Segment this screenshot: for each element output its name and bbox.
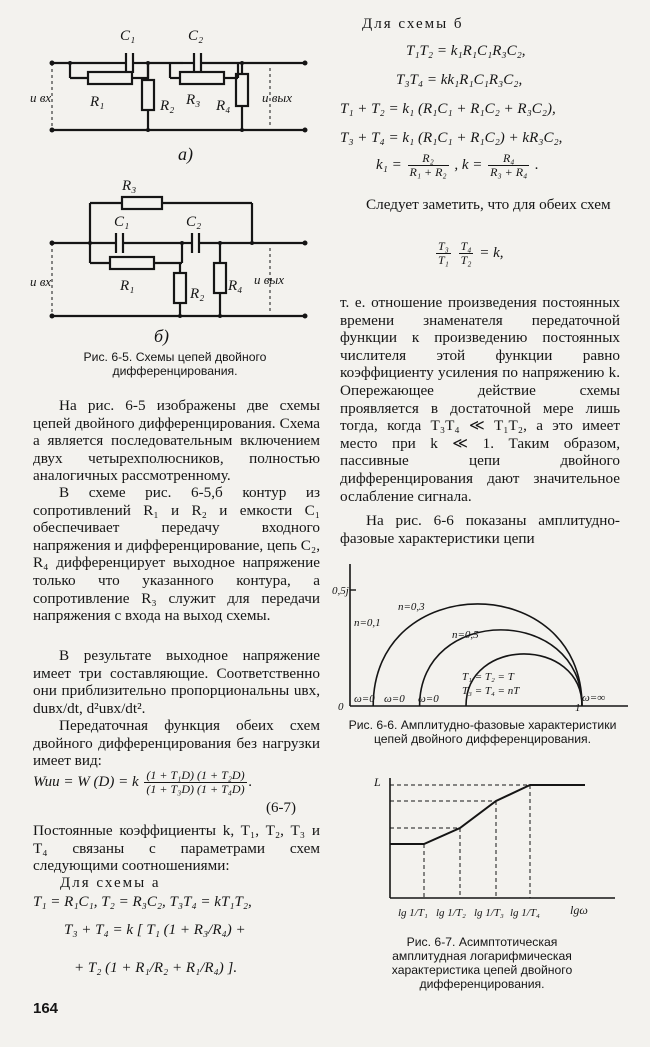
fig67-tick-label-2: lg 1/T₂	[436, 907, 466, 919]
fig66-origin: 0	[338, 701, 344, 712]
paragraph-4: Передаточная функция обеих схем двойного дифференцирования без нагрузки имеет вид:	[33, 717, 320, 770]
eq-b2: T₃T₄ = kk₁R₁C₁R₃C₂,	[396, 72, 523, 88]
eq-b1: T₁T₂ = k₁R₁C₁R₃C₂,	[406, 43, 526, 59]
label-r3: R₃	[186, 92, 201, 108]
fig67-tick-label-1: lg 1/T₁	[398, 907, 428, 919]
label-r4: R₄	[216, 98, 231, 114]
paragraph-8: На рис. 6-6 показаны амплитудно-фазовые характеристики цепи	[340, 512, 620, 547]
label-r1-b: R₁	[120, 278, 135, 294]
fig66-note1: T₁ = T₂ = T	[462, 671, 514, 683]
fig66-label-n03: n=0,3	[398, 601, 425, 613]
eq67-left: Wuu = W (D) = k	[33, 773, 139, 790]
paragraph-5: Постоянные коэффициенты k, T₁, T₂, T₃ и T₄ связаны с параметрами схем следующими соотношениями:	[33, 822, 320, 875]
paragraph-6: Следует заметить, что для обеих схем	[366, 196, 611, 213]
scheme-b-heading: Для схемы б	[362, 16, 464, 32]
eq-b4: T₃ + T₄ = k₁ (R₁C₁ + R₁C₂) + kR₃C₂,	[340, 130, 563, 146]
fig67-x-label: lgω	[570, 903, 588, 917]
label-r3-b: R₃	[122, 178, 137, 194]
fig66-one: 1	[575, 702, 581, 712]
figure-6-7-chart	[370, 770, 620, 930]
paragraph-3: В результате выходное напряжение имеет три составляющие. Соответственно они приблизительно пропорциональны uвх, duвх/dt, d²uвх/dt².	[33, 647, 320, 717]
label-uout-b: u вых	[254, 272, 284, 287]
label-c2-b: C₂	[186, 214, 202, 230]
eq-b3: T₁ + T₂ = k₁ (R₁C₁ + R₁C₂ + R₃C₂),	[340, 101, 556, 117]
eq67-den: (1 + T₃D) (1 + T₄D)	[146, 782, 245, 796]
eq-b5: k₁ = $\frac{\text{R₂}}{\text{R₁ + R₂}}$ , k = $\frac{\text{R₄}}{\text{R₃ + R₄}}$ .	[376, 151, 539, 179]
fig66-omega0-2: ω=0	[384, 693, 405, 705]
label-b: б)	[154, 326, 170, 346]
fig67-tick-label-3: lg 1/T₃	[474, 907, 504, 919]
scheme-a-eq2: T₃ + T₄ = k [ T₁ (1 + R₃/R₄) +	[64, 922, 246, 938]
figure-6-6-caption: Рис. 6-6. Амплитудно-фазовые характеристики цепей двойного дифференцирования.	[348, 718, 617, 746]
page-number: 164	[33, 1000, 59, 1017]
label-c1-b: C₁	[114, 214, 130, 230]
fig66-label-n05: n=0,5	[452, 629, 479, 641]
scheme-a-heading: Для схемы а	[60, 875, 161, 891]
figure-6-7-caption: Рис. 6-7. Асимптотическая амплитудная логарифмическая характеристика цепей двойного дифференцирования.	[391, 935, 573, 991]
label-uin-b: u вх	[30, 274, 52, 289]
fig66-label-n01: n=0,1	[354, 617, 381, 629]
label-c2: C₂	[188, 28, 204, 44]
label-uin-a: u вх	[30, 90, 52, 105]
equation-6-7: Wuu = W (D) = k $\frac{\text{(1 + T₁D) (1 + T₂D)}}{\text{(1 + T₃D) (1 + T₄D)}}$ .	[33, 768, 253, 796]
fig67-y-label: L	[374, 775, 381, 789]
fig66-y-label: 0,5j	[332, 585, 349, 597]
label-r2-b: R₂	[190, 286, 205, 302]
fig66-omega-inf: ω=∞	[582, 692, 606, 704]
fig66-omega0-1: ω=0	[354, 693, 375, 705]
label-uout-a: u вых	[262, 90, 292, 105]
label-a: а)	[178, 144, 193, 164]
fig67-asymptote-line	[390, 785, 585, 844]
fig66-omega0-3: ω=0	[418, 693, 439, 705]
equation-tag: (6-7)	[266, 800, 296, 816]
scheme-a-eq1: T₁ = R₁C₁, T₂ = R₃C₂, T₃T₄ = kT₁T₂,	[33, 894, 252, 910]
label-r2: R₂	[160, 98, 175, 114]
figure-6-5-caption: Рис. 6-5. Схемы цепей двойного дифференцирования.	[83, 350, 267, 378]
figure-6-5-diagram	[30, 18, 330, 348]
label-c1: C₁	[120, 28, 136, 44]
eq67-num: (1 + T₁D) (1 + T₂D)	[146, 768, 245, 782]
figure-6-6-chart	[330, 560, 630, 712]
paragraph-1: На рис. 6-5 изображены две схемы цепей двойного дифференцирования. Схема а является последовательным включением двух четырехполюсников, полностью аналогичных рассмотренному.	[33, 397, 320, 485]
paragraph-7: т. е. отношение произведения постоянных времени знаменателя передаточной функции к произведению постоянных числителя этой функции равно коэффициенту усиления по напряжению k. Опережающее действие схемы проявляется в достаточной мере лишь тогда, когда T₃T₄ ≪ T₁T₂, а это имеет место при k ≪ 1. Таким образом, пассивные цепи двойного дифференцирования дают значительное ослабление сигнала.	[340, 294, 620, 505]
scheme-a-eq3: + T₂ (1 + R₁/R₂ + R₁/R₄) ].	[74, 960, 238, 976]
paragraph-2: В схеме рис. 6-5,б контур из сопротивлений R₁ и R₂ и емкости C₁ обеспечивает передачу входного напряжения и дифференцирование, цепь C₂, R₄ дифференцирует выходное напряжение только что указанного контура, а сопротивление R₃ служит для передачи напряжения с входа на выход схемы.	[33, 484, 320, 625]
fig66-note2: T₃ = T₄ = nT	[462, 685, 520, 697]
label-r1: R₁	[90, 94, 105, 110]
label-r4-b: R₄	[228, 278, 243, 294]
fig67-tick-label-4: lg 1/T₄	[510, 907, 540, 919]
eq-ratio: $\frac{\text{T₃}}{\text{T₁}}$ $\frac{\text{T₄}}{\text{T₂}}$ = k,	[438, 239, 504, 267]
